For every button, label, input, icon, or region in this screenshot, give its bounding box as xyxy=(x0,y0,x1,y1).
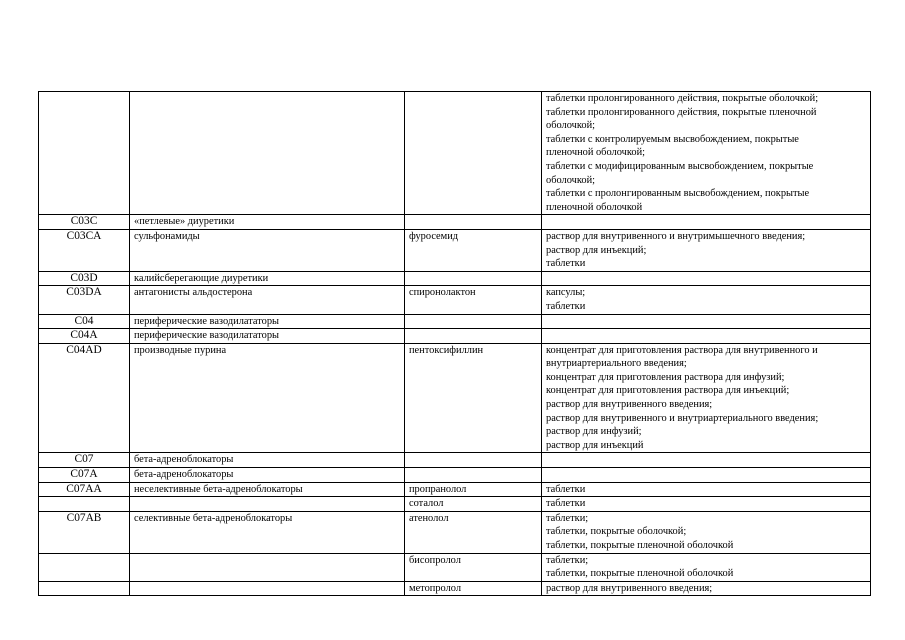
atc-code-cell xyxy=(39,553,130,581)
dosage-forms-cell xyxy=(542,581,871,596)
group-name-cell: производные пурина xyxy=(130,343,405,453)
dosage-form-line: таблетки; xyxy=(546,554,589,566)
table-row xyxy=(39,553,871,581)
dosage-form-line: таблетки с контролируемым высвобождением, покрытые xyxy=(546,133,799,145)
atc-code-cell: C07AB xyxy=(39,511,130,553)
drug-name-cell: метопролол xyxy=(405,581,542,596)
drug-name-cell xyxy=(405,271,542,286)
dosage-form-line: внутриартериального введения; xyxy=(546,358,687,370)
atc-code-cell xyxy=(39,581,130,596)
drug-table xyxy=(38,91,871,596)
group-name-cell: бета-адреноблокаторы xyxy=(130,468,405,483)
dosage-forms-cell xyxy=(542,343,871,453)
dosage-form-line: таблетки xyxy=(546,300,586,312)
group-name-cell: калийсберегающие диуретики xyxy=(130,271,405,286)
table-row xyxy=(39,343,871,453)
drug-name-cell xyxy=(405,314,542,329)
table-row xyxy=(39,271,871,286)
dosage-form-line: таблетки пролонгированного действия, покрытые оболочкой; xyxy=(546,93,819,104)
atc-code-cell xyxy=(39,92,130,215)
drug-name-cell: атенолол xyxy=(405,511,542,553)
dosage-form-line: концентрат для приготовления раствора для инфузий; xyxy=(546,371,785,383)
table-row xyxy=(39,453,871,468)
group-name-cell: антагонисты альдостерона xyxy=(130,286,405,314)
table-row xyxy=(39,511,871,553)
table-row xyxy=(39,92,871,215)
atc-code-cell: C03DA xyxy=(39,286,130,314)
dosage-form-line: капсулы; xyxy=(546,287,586,299)
dosage-form-line: таблетки с модифицированным высвобождением, покрытые xyxy=(546,160,814,172)
dosage-form-line: таблетки xyxy=(546,498,586,510)
dosage-form-line: раствор для внутривенного введения; xyxy=(546,399,713,411)
dosage-forms-cell xyxy=(542,511,871,553)
group-name-cell: бета-адреноблокаторы xyxy=(130,453,405,468)
dosage-forms-cell xyxy=(542,553,871,581)
table-row xyxy=(39,286,871,314)
drug-name-cell xyxy=(405,329,542,344)
dosage-form-line: таблетки с пролонгированным высвобождением, покрытые xyxy=(546,188,810,200)
group-name-cell xyxy=(130,497,405,512)
drug-table-body xyxy=(39,92,871,596)
dosage-form-line: концентрат для приготовления раствора для инъекций; xyxy=(546,385,790,397)
dosage-form-line: пленочной оболочкой; xyxy=(546,147,646,159)
dosage-forms-cell xyxy=(542,314,871,329)
dosage-forms-cell xyxy=(542,468,871,483)
dosage-forms-cell xyxy=(542,229,871,271)
group-name-cell xyxy=(130,553,405,581)
drug-name-cell: спиронолактон xyxy=(405,286,542,314)
dosage-forms-cell xyxy=(542,215,871,230)
table-row xyxy=(39,329,871,344)
dosage-form-line: таблетки xyxy=(546,483,586,495)
atc-code-cell: C03D xyxy=(39,271,130,286)
atc-code-cell: C04A xyxy=(39,329,130,344)
dosage-form-line: раствор для внутривенного и внутриартериального введения; xyxy=(546,412,819,424)
drug-name-cell: пентоксифиллин xyxy=(405,343,542,453)
table-row xyxy=(39,215,871,230)
dosage-forms-cell xyxy=(542,482,871,497)
dosage-forms-cell xyxy=(542,329,871,344)
atc-code-cell: C04 xyxy=(39,314,130,329)
dosage-form-line: таблетки xyxy=(546,258,586,270)
drug-name-cell: пропранолол xyxy=(405,482,542,497)
atc-code-cell: C03CA xyxy=(39,229,130,271)
dosage-form-line: раствор для внутривенного и внутримышечного введения; xyxy=(546,230,806,242)
group-name-cell: периферические вазодилататоры xyxy=(130,314,405,329)
table-row xyxy=(39,581,871,596)
drug-name-cell: соталол xyxy=(405,497,542,512)
dosage-forms-cell xyxy=(542,453,871,468)
group-name-cell: селективные бета-адреноблокаторы xyxy=(130,511,405,553)
dosage-forms-cell xyxy=(542,497,871,512)
group-name-cell xyxy=(130,92,405,215)
table-row xyxy=(39,229,871,271)
drug-name-cell xyxy=(405,92,542,215)
atc-code-cell: C07AA xyxy=(39,482,130,497)
atc-code-cell: C07 xyxy=(39,453,130,468)
dosage-forms-cell xyxy=(542,271,871,286)
dosage-forms-cell xyxy=(542,286,871,314)
dosage-form-line: оболочкой; xyxy=(546,174,596,186)
table-row xyxy=(39,314,871,329)
drug-name-cell xyxy=(405,215,542,230)
group-name-cell: «петлевые» диуретики xyxy=(130,215,405,230)
dosage-form-line: таблетки пролонгированного действия, покрытые пленочной xyxy=(546,106,817,118)
atc-code-cell: C03C xyxy=(39,215,130,230)
dosage-form-line: раствор для инъекций; xyxy=(546,244,647,256)
group-name-cell xyxy=(130,581,405,596)
group-name-cell: периферические вазодилататоры xyxy=(130,329,405,344)
group-name-cell: сульфонамиды xyxy=(130,229,405,271)
dosage-form-line: раствор для внутривенного введения; xyxy=(546,582,713,594)
dosage-form-line: концентрат для приготовления раствора для внутривенного и xyxy=(546,344,818,356)
dosage-form-line: раствор для инъекций xyxy=(546,439,644,451)
drug-name-cell xyxy=(405,453,542,468)
drug-name-cell xyxy=(405,468,542,483)
table-row xyxy=(39,497,871,512)
drug-name-cell: фуросемид xyxy=(405,229,542,271)
atc-code-cell: C07A xyxy=(39,468,130,483)
dosage-forms-cell xyxy=(542,92,871,215)
dosage-form-line: таблетки; xyxy=(546,512,589,524)
dosage-form-line: пленочной оболочкой xyxy=(546,201,643,213)
dosage-form-line: таблетки, покрытые пленочной оболочкой xyxy=(546,568,734,580)
atc-code-cell xyxy=(39,497,130,512)
dosage-form-line: оболочкой; xyxy=(546,120,596,132)
dosage-form-line: раствор для инфузий; xyxy=(546,426,642,438)
document-page xyxy=(38,91,871,596)
dosage-form-line: таблетки, покрытые пленочной оболочкой xyxy=(546,540,734,551)
table-row xyxy=(39,482,871,497)
table-row xyxy=(39,468,871,483)
dosage-form-line: таблетки, покрытые оболочкой; xyxy=(546,526,687,538)
drug-name-cell: бисопролол xyxy=(405,553,542,581)
atc-code-cell: C04AD xyxy=(39,343,130,453)
group-name-cell: неселективные бета-адреноблокаторы xyxy=(130,482,405,497)
